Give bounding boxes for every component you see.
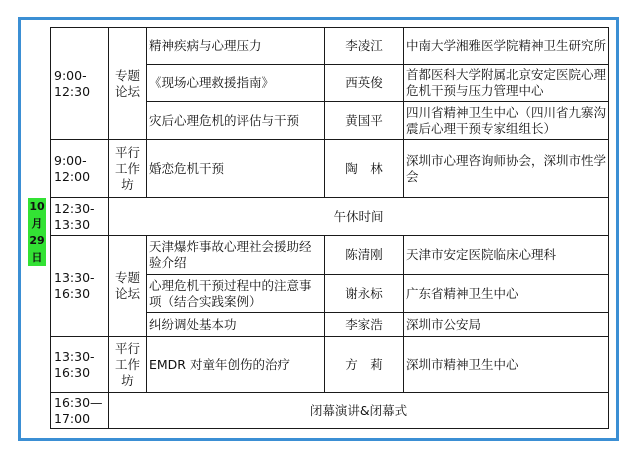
table-row — [51, 337, 609, 393]
speaker-cell: 陈清刚 — [325, 236, 404, 275]
date-month-num: 10 — [29, 200, 45, 213]
time-cell: 13:30-16:30 — [51, 236, 109, 337]
topic-cell: 《现场心理救援指南》 — [147, 65, 325, 102]
time-cell: 12:30-13:30 — [51, 198, 109, 236]
speaker-cell: 陶 林 — [325, 140, 404, 198]
org-cell: 深圳市精神卫生中心 — [404, 337, 609, 393]
org-cell: 天津市安定医院临床心理科 — [404, 236, 609, 275]
org-cell: 广东省精神卫生中心 — [404, 275, 609, 313]
time-cell: 16:30—17:00 — [51, 393, 109, 429]
table-row — [51, 236, 609, 275]
session-type-cell: 专题论坛 — [109, 236, 147, 337]
schedule-table — [50, 27, 609, 429]
speaker-cell: 西英俊 — [325, 65, 404, 102]
time-cell: 13:30-16:30 — [51, 337, 109, 393]
topic-cell: EMDR 对童年创伤的治疗 — [147, 337, 325, 393]
org-cell: 深圳市心理咨询师协会，深圳市性学会 — [404, 140, 609, 198]
topic-cell: 纠纷调处基本功 — [147, 313, 325, 337]
org-cell: 首都医科大学附属北京安定医院心理危机干预与压力管理中心 — [404, 65, 609, 102]
date-day-char: 日 — [31, 251, 43, 264]
speaker-cell: 李凌江 — [325, 28, 404, 65]
date-day-num: 29 — [29, 234, 45, 247]
table-row — [51, 28, 609, 65]
topic-cell: 心理危机干预过程中的注意事项（结合实践案例） — [147, 275, 325, 313]
time-cell: 9:00-12:00 — [51, 140, 109, 198]
org-cell: 四川省精神卫生中心（四川省九寨沟震后心理干预专家组组长） — [404, 102, 609, 140]
session-type-cell: 平行工作坊 — [109, 140, 147, 198]
date-month-char: 月 — [31, 217, 43, 230]
table-row — [51, 140, 609, 198]
session-type-cell: 专题论坛 — [109, 28, 147, 140]
topic-cell: 婚恋危机干预 — [147, 140, 325, 198]
table-row — [51, 198, 609, 236]
topic-cell: 灾后心理危机的评估与干预 — [147, 102, 325, 140]
table-row — [51, 393, 609, 429]
closing-ceremony-cell: 闭幕演讲&闭幕式 — [109, 393, 609, 429]
time-cell: 9:00-12:30 — [51, 28, 109, 140]
org-cell: 深圳市公安局 — [404, 313, 609, 337]
topic-cell: 精神疾病与心理压力 — [147, 28, 325, 65]
topic-cell: 天津爆炸事故心理社会援助经验介绍 — [147, 236, 325, 275]
date-badge — [28, 198, 46, 266]
lunch-break-cell: 午休时间 — [109, 198, 609, 236]
speaker-cell: 方 莉 — [325, 337, 404, 393]
speaker-cell: 黄国平 — [325, 102, 404, 140]
speaker-cell: 谢永标 — [325, 275, 404, 313]
session-type-cell: 平行工作坊 — [109, 337, 147, 393]
speaker-cell: 李家浩 — [325, 313, 404, 337]
org-cell: 中南大学湘雅医学院精神卫生研究所 — [404, 28, 609, 65]
